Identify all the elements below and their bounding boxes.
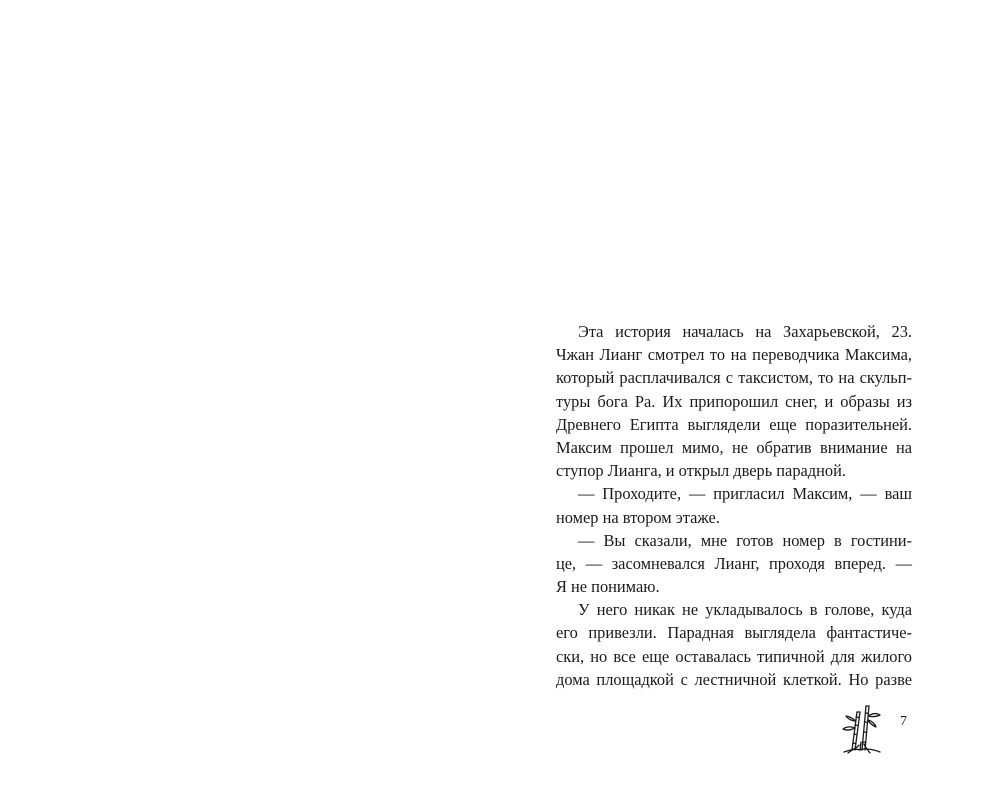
bamboo-icon xyxy=(840,698,884,756)
text-line: ски, но все еще оставалась типичной для жилого xyxy=(556,646,912,666)
text-line: номер на втором этаже. xyxy=(556,507,720,527)
page-number: 7 xyxy=(900,714,907,729)
text-line: туры бога Ра. Их припорошил снег, и образы из xyxy=(556,391,912,411)
text-line: его привезли. Парадная выглядела фантастиче- xyxy=(556,623,912,643)
text-line: Чжан Лианг смотрел то на переводчика Максима, xyxy=(556,345,912,365)
text-line: ступор Лианга, и открыл дверь парадной. xyxy=(556,461,846,481)
text-line: который расплачивался с таксистом, то на скульп- xyxy=(556,368,912,388)
text-line: Эта история началась на Захарьевской, 23. xyxy=(578,322,912,341)
text-line: це, — засомневался Лианг, проходя вперед. — xyxy=(556,553,912,573)
text-line: У него никак не укладывалось в голове, куда xyxy=(578,600,912,620)
text-line: Я не понимаю. xyxy=(556,577,660,597)
text-line: Древнего Египта выглядели еще поразительней. xyxy=(556,414,912,434)
text-line: — Вы сказали, мне готов номер в гостини- xyxy=(578,530,912,550)
text-line: дома площадкой с лестничной клеткой. Но разве xyxy=(556,669,912,689)
text-line: — Проходите, — пригласил Максим, — ваш xyxy=(578,484,912,504)
body-text xyxy=(556,320,912,691)
text-line: Максим прошел мимо, не обратив внимание на xyxy=(556,437,912,457)
